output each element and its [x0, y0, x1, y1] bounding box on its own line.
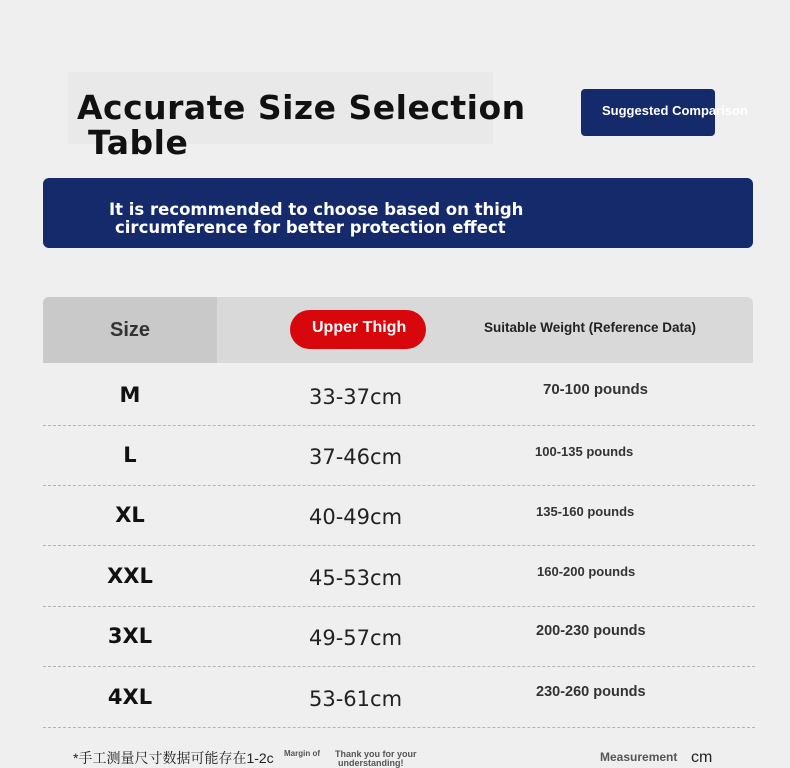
page-title: [77, 90, 547, 160]
thigh-cell: 49-57cm: [309, 626, 403, 650]
weight-cell: 230-260 pounds: [536, 684, 646, 700]
unit-label: cm: [691, 749, 713, 766]
header-size-label: Size: [109, 319, 151, 341]
table-row: [43, 546, 755, 607]
thigh-cell: 53-61cm: [309, 687, 403, 711]
thigh-cell: 37-46cm: [309, 445, 403, 469]
weight-cell: 100-135 pounds: [535, 444, 634, 459]
banner-text: [109, 201, 523, 237]
size-cell: 3XL: [107, 624, 153, 648]
header-thigh-pill: [290, 310, 426, 349]
header-thigh-label: Upper Thigh: [312, 319, 407, 336]
table-row: [43, 425, 755, 486]
table-header: [43, 297, 753, 363]
weight-cell: 200-230 pounds: [536, 623, 646, 639]
size-cell: M: [119, 383, 141, 407]
thigh-cell: 33-37cm: [309, 385, 403, 409]
margin-of-error-text: Margin of: [284, 749, 320, 758]
table-row: [43, 365, 755, 426]
thanks-text: [335, 750, 417, 768]
thigh-cell: 40-49cm: [309, 505, 403, 529]
measurement-label: Measurement: [600, 750, 678, 764]
recommendation-banner: [43, 178, 753, 248]
title-line-2: Table: [88, 123, 189, 162]
banner-line-1: It is recommended to choose based on thigh: [109, 200, 524, 219]
size-cell: 4XL: [107, 685, 153, 709]
measurement-disclaimer: *手工测量尺寸数据可能存在1-2c: [73, 750, 274, 766]
table-row: [43, 667, 755, 728]
weight-cell: 135-160 pounds: [536, 504, 635, 519]
thanks-line-1: Thank you for your: [335, 749, 417, 759]
badge-label: Suggested Comparison: [602, 103, 748, 118]
size-cell: L: [123, 443, 137, 467]
thigh-cell: 45-53cm: [309, 566, 403, 590]
title-line-1: Accurate Size Selection: [77, 88, 526, 127]
table-row: [43, 485, 755, 546]
header-size-cell: [43, 297, 217, 363]
weight-cell: 70-100 pounds: [543, 381, 649, 398]
size-cell: XXL: [107, 564, 153, 588]
thanks-line-2: understanding!: [338, 758, 404, 768]
table-row: [43, 606, 755, 667]
banner-line-2: circumference for better protection effect: [115, 218, 506, 237]
header-weight-label: Suitable Weight (Reference Data): [484, 320, 697, 335]
suggested-comparison-badge: [581, 89, 748, 136]
size-cell: XL: [115, 503, 145, 527]
weight-cell: 160-200 pounds: [537, 564, 636, 579]
